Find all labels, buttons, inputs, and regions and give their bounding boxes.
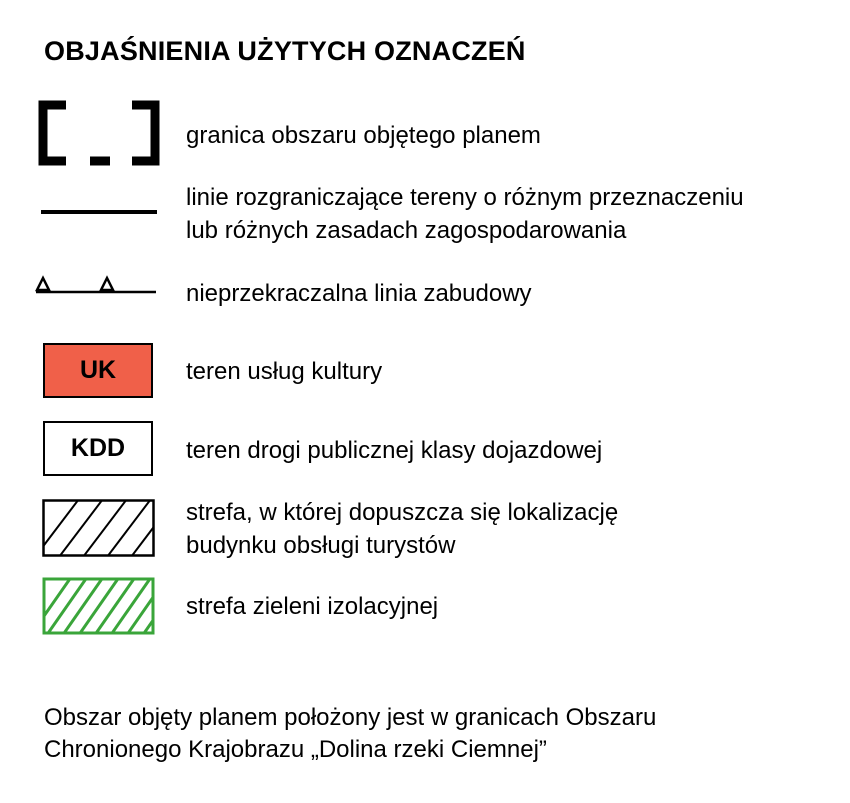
- legend-title: OBJAŚNIENIA UŻYTYCH OZNACZEŃ: [44, 36, 526, 66]
- uk-swatch: [43, 343, 153, 398]
- black-hatch-icon: [42, 499, 155, 557]
- legend-label-dividing-lines-2: lub różnych zasadach zagospodarowania: [186, 217, 627, 244]
- solid-line-icon: [41, 208, 157, 216]
- legend-label-tourist-zone-2: budynku obsługi turystów: [186, 532, 456, 559]
- building-line-icon: [34, 274, 158, 296]
- legend-label-building-line: nieprzekraczalna linia zabudowy: [186, 280, 532, 307]
- legend-label-tourist-zone-1: strefa, w której dopuszcza się lokalizację: [186, 499, 619, 526]
- legend-note-line2: Chronionego Krajobrazu „Dolina rzeki Ciemnej”: [44, 736, 547, 763]
- legend-note: [44, 702, 656, 766]
- legend-label-boundary: granica obszaru objętego planem: [186, 122, 541, 149]
- legend-note-line1: Obszar objęty planem położony jest w granicach Obszaru: [44, 704, 657, 731]
- uk-code: UK: [79, 356, 117, 384]
- kdd-swatch: [43, 421, 153, 476]
- legend-label-dividing-lines: [186, 181, 744, 247]
- legend-label-tourist-zone: [186, 496, 618, 562]
- legend-label-dividing-lines-1: linie rozgraniczające tereny o różnym przeznaczeniu: [186, 184, 744, 211]
- kdd-code: KDD: [70, 434, 126, 462]
- green-hatch-icon: [42, 577, 155, 635]
- legend-label-green-zone: strefa zieleni izolacyjnej: [186, 593, 439, 620]
- dashed-boundary-icon: [38, 100, 162, 168]
- legend-label-road: teren drogi publicznej klasy dojazdowej: [186, 437, 603, 464]
- legend-label-culture: teren usług kultury: [186, 358, 383, 385]
